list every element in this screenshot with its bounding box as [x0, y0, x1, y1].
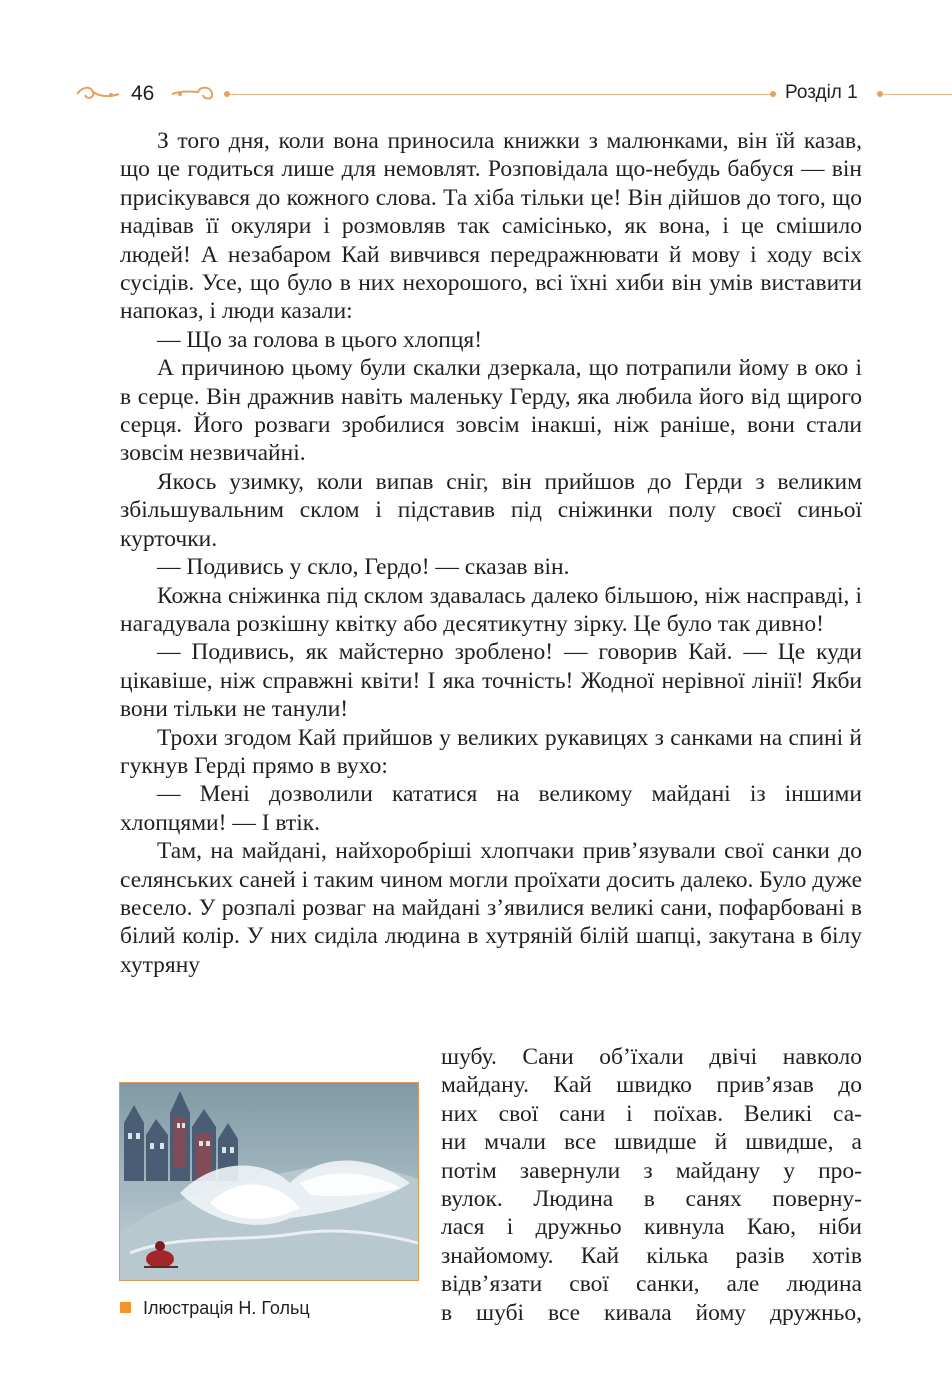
text-line: відв’язати свої санки, але людина	[441, 1271, 862, 1298]
text-line: потім завернули з майдану у про-	[441, 1157, 862, 1184]
wrapped-text	[441, 1043, 862, 1327]
paragraph: — Що за голова в цього хлопця!	[157, 326, 483, 353]
text-line: знайомому. Кай кілька разів хотів	[441, 1242, 862, 1269]
paragraph: Трохи згодом Кай прийшов у великих рукавицях з санками на спині й гукнув Герді прямо в вухо:	[120, 724, 862, 779]
ornament-right-icon	[170, 82, 216, 104]
paragraph: — Подивись у скло, Гердо! — сказав він.	[157, 554, 570, 581]
page-header	[0, 80, 952, 112]
text-line: вулок. Людина в санях поверну-	[441, 1186, 862, 1213]
paragraph: Там, на майдані, найхоробріші хлопчаки прив’язували свої санки до селянських саней і таким чином могли проїхати досить далеко. Було дуже весело. У розпалі розваг на майдані з’явилися великі сани, пофарбовані в білий колір. У них сиділа людина в хутряній білій шапці, закутана в білу хутряну	[120, 838, 862, 978]
rule-dot-mid	[770, 91, 776, 97]
winter-scene-illustration	[120, 1083, 418, 1280]
ornament-left-icon	[75, 82, 121, 104]
text-line: майдану. Кай швидко прив’язав до	[441, 1072, 862, 1099]
paragraph: А причиною цьому були скалки дзеркала, що потрапили йому в око і в серце. Він дражнив навіть маленьку Герду, яка любила його від щирого серця. Його розваги зробилися зовсім інакші, ніж раніше, вони стали зовсім незвичайні.	[120, 355, 862, 467]
paragraph: — Мені дозволили кататися на великому майдані із іншими хлопцями! — І втік.	[120, 781, 862, 836]
text-line: шубу. Сани об’їхали двічі навколо	[441, 1044, 862, 1070]
text-line: них свої сани і поїхав. Великі са-	[441, 1100, 862, 1127]
text-line: лася і дружньо кивнула Каю, ніби	[441, 1214, 862, 1241]
header-rule-right	[883, 94, 952, 95]
caption-text: Ілюстрація Н. Гольц	[143, 1298, 310, 1318]
illustration-image	[119, 1082, 419, 1281]
page-number: 46	[131, 82, 155, 105]
text-line: ни мчали все швидше й швидше, а	[441, 1129, 862, 1156]
section-title: Розділ 1	[785, 82, 858, 103]
paragraph: Якось узимку, коли випав сніг, він прийшов до Герди з великим збільшувальним склом і підставив під сніжинки полу своєї синьої курточки.	[120, 468, 862, 552]
caption-square-icon	[120, 1302, 131, 1313]
paragraph: Кожна сніжинка під склом здавалась далеко більшою, ніж насправді, і нагадувала розкішну квітку або десятикутну зірку. Це було так дивно!	[120, 582, 862, 637]
header-rule	[230, 94, 770, 95]
body-text	[120, 127, 862, 979]
paragraph: — Подивись, як майстерно зроблено! — говорив Кай. — Це куди цікавіше, ніж справжні квіти! І яка точність! Жодної нерівної лінії! Якби вони тільки не танули!	[120, 639, 862, 723]
paragraph: З того дня, коли вона приносила книжки з малюнками, він їй казав, що це годиться лише для немовлят. Розповідала що-небудь бабуся — він присікувався до кожного слова. Та хіба тільки це! Він дійшов до того, що надівав її окуляри і розмовляв так самісінько, як вона, і це смішило людей! А незабаром Кай вивчився передражнювати й мову і ходу всіх сусідів. Усе, що було в них нехорошого, всі їхні хиби він умів виставити напоказ, і люди казали:	[120, 128, 862, 325]
illustration-caption	[120, 1298, 310, 1319]
text-line: в шубі все кивала йому дружньо,	[441, 1299, 862, 1326]
